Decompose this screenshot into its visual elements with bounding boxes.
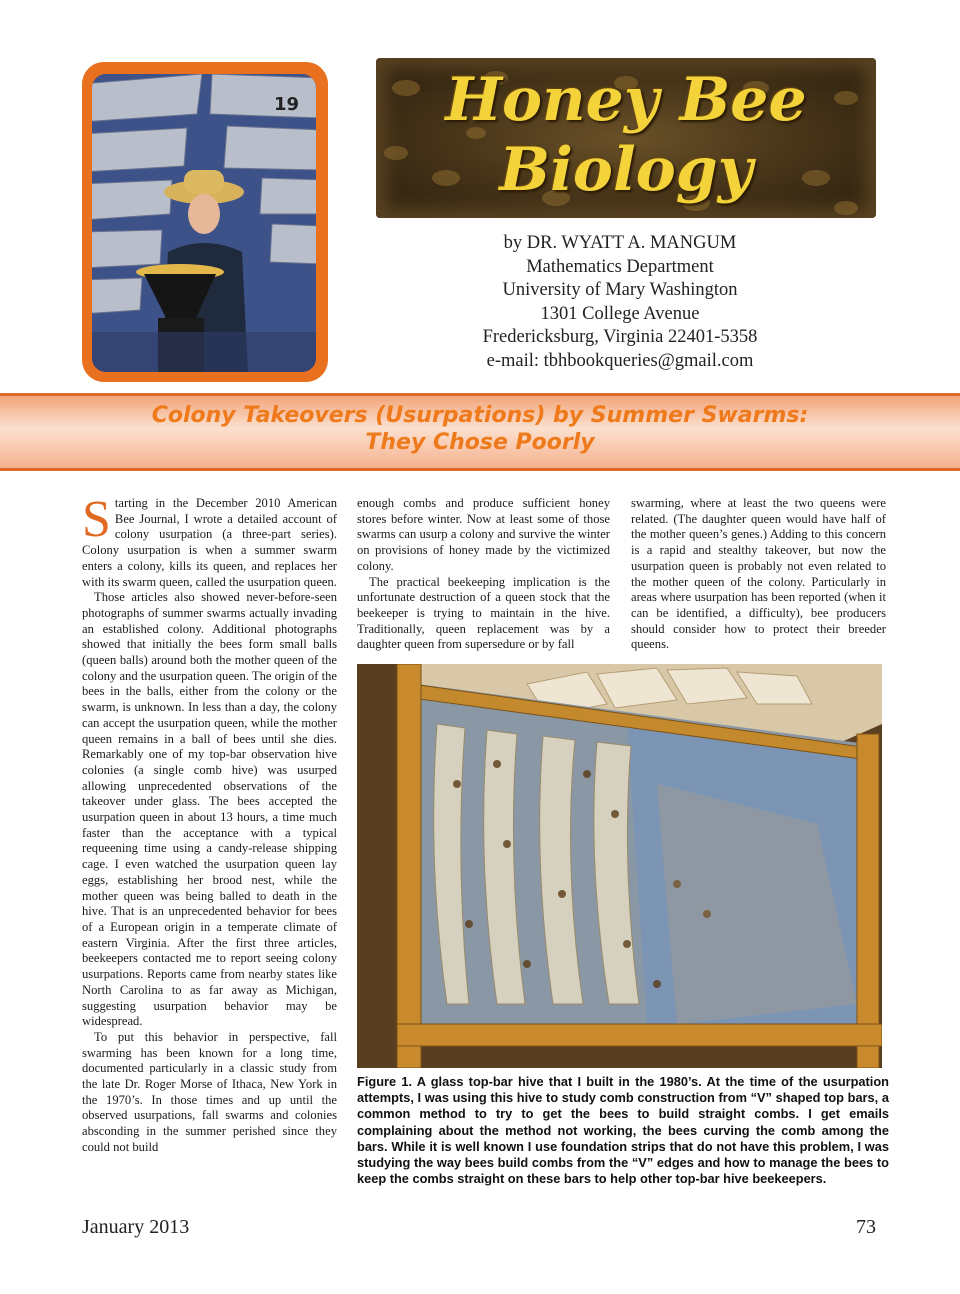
article-title-banner: [0, 393, 960, 471]
article-column-1: [82, 491, 337, 1156]
article-title: [0, 402, 960, 456]
figure-1-image: [357, 664, 882, 1068]
title-line-2: Biology: [499, 135, 753, 205]
department: Mathematics Department: [526, 256, 714, 277]
author-email[interactable]: e-mail: tbhbookqueries@gmail.com: [486, 350, 754, 371]
figure-1-caption: Figure 1. A glass top-bar hive that I built in the 1980’s. At the time of the usurpation attempts, I was using this hive to study comb construction from “V” shaped top bars, a common method to try to get the bees to build straight combs. I get emails complaining about the method not working, the bees curving the comb among the bars. While it is well known I use foundation strips that do not have this problem, I was studying the way bees build combs from the “V” edges and how to manage the bees to keep the combs straight on these bars to help other top-bar hive beekeepers.: [357, 1074, 889, 1187]
title-line-1: Honey Bee: [445, 65, 807, 135]
issue-date: January 2013: [82, 1216, 190, 1238]
article-column-3: [631, 496, 886, 653]
byline: [440, 232, 800, 373]
paragraph: The practical beekeeping implication is the unfortunate destruction of a queen stock that the beekeeper is trying to maintain in the hive. Traditionally, queen replacement was by a daughter queen from supersedure or by fall: [357, 574, 610, 652]
page-number: 73: [856, 1216, 876, 1238]
paragraph: Starting in the December 2010 American Bee Journal, I wrote a detailed account of colony usurpation (a three-part series). Colony usurpation is when a summer swarm enters a colony, kills its queen, and replaces her with its swarm queen, called the usurpation queen.: [82, 491, 337, 589]
paragraph: To put this behavior in perspective, fall swarming has been known for a long time, documented particularly in a classic study from the late Dr. Roger Morse of Ithaca, New York in the 1970’s. In those times and up until the observed usurpations, fall swarms and colonies absconding in the summer perished since they could not build: [82, 1029, 337, 1154]
city-address: Fredericksburg, Virginia 22401-5358: [482, 327, 758, 347]
title-banner: [376, 58, 876, 218]
author-name: by DR. WYATT A. MANGUM: [503, 233, 737, 253]
article-title-line-1: Colony Takeovers (Usurpations) by Summer Swarms:: [151, 403, 809, 428]
article-title-line-2: They Chose Poorly: [365, 430, 595, 455]
drop-cap: S: [82, 491, 111, 548]
author-photo-illustration: [92, 74, 316, 372]
photo-hive-number: 19: [274, 94, 300, 115]
author-photo: [92, 74, 316, 372]
paragraph: enough combs and produce sufficient honey stores before winter. Now at least some of those swarms can usurp a colony and survive the winter on provisions of honey made by the victimized colony.: [357, 496, 610, 573]
paragraph: swarming, where at least the two queens were related. (The daughter queen would have half of the mother queen’s genes.) Adding to this concern is a rapid and stealthy takeover, but now the usurpation queen is probably not even related to the mother queen of the colony. Particularly in areas where usurpation has been reported (when it can be identified, a difficulty), bee producers should consider how to protect their breeder queens.: [631, 496, 886, 652]
glass-top-bar-hive-illustration: [357, 664, 882, 1068]
article-column-2: [357, 496, 610, 653]
university: University of Mary Washington: [502, 280, 738, 300]
author-photo-frame: [82, 62, 328, 382]
paragraph: Those articles also showed never-before-seen photographs of summer swarms actually invading an established colony. Additional photographs showed that initially the bees form small balls (queen balls) around both the mother queen of the colony and the usurpation queen. The origin of the bees in the balls, either from the colony or the swarm, is unknown. In less than a day, the colony can accept the usurpation queen, while the mother queen remains in a ball of bees until she dies. Remarkably one of my top-bar observation hive colonies (a single comb hive) was usurped allowing unprecedented observations of the takeover under glass. The bees accepted the usurpation queen in about 13 hours, a time much faster than the acceptance with a typical requeening time using a candy-release shipping cage. I even watched the usurpation queen lay eggs, establishing her brood nest, while the mother queen was being balled to death in the hive. That is an unprecedented behavior for bees of a European origin in a temperate climate of eastern Virginia. After the first three articles, beekeepers contacted me to report seeing colony usurpations. Reports came from nearby states like North Carolina to as far away as Michigan, suggesting usurpation behavior may be widespread.: [82, 590, 337, 1029]
street-address: 1301 College Avenue: [540, 303, 700, 324]
